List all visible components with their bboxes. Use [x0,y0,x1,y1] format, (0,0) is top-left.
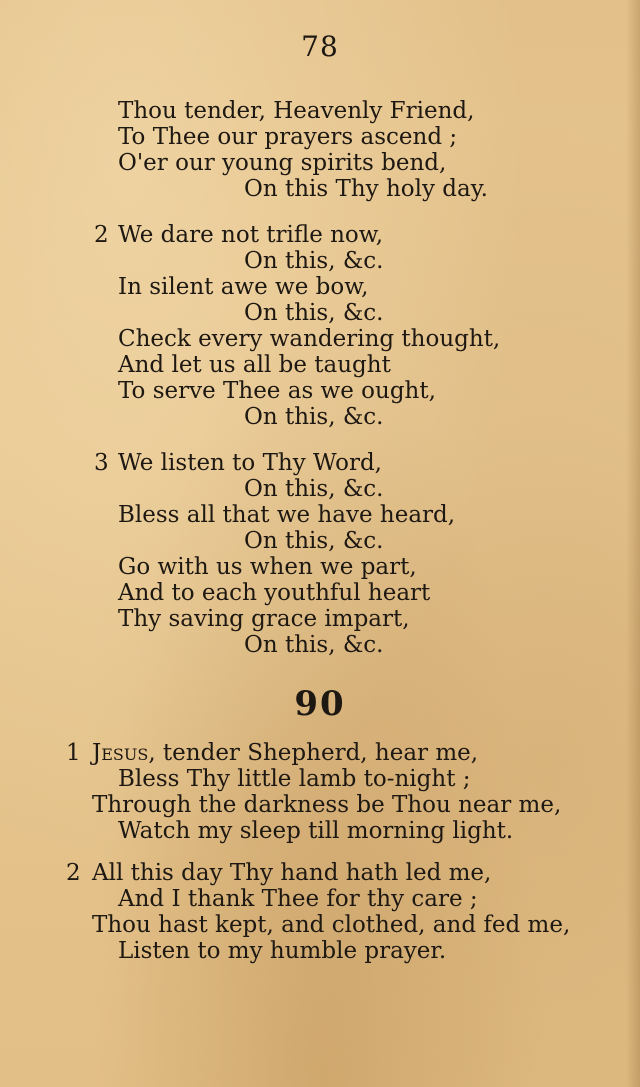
verse-line-rest: , tender Shepherd, hear me, [148,740,479,766]
stanza-number: 2 [94,222,109,248]
verse-line: All this day Thy hand hath led me, [92,860,492,886]
verse-line: We dare not trifle now, [118,222,384,248]
verse-line: Listen to my humble prayer. [118,938,447,964]
verse-line: Bless all that we have heard, [118,502,456,528]
verse-line: On this, &c. [244,248,384,274]
verse-line: Thy saving grace impart, [118,606,410,632]
verse-line: On this, &c. [244,476,384,502]
hymn-number: 90 [294,684,346,724]
verse-line: Through the darkness be Thou near me, [92,792,562,818]
verse-line: On this, &c. [244,404,384,430]
stanza-number: 2 [66,860,81,886]
verse-line: In silent awe we bow, [118,274,369,300]
verse-line: Watch my sleep till morning light. [118,818,514,844]
first-word: Jesus [92,740,149,766]
page-number: 78 [301,30,339,63]
stanza-number: 1 [66,740,81,766]
verse-line: On this Thy holy day. [244,176,488,202]
verse-line: Go with us when we part, [118,554,417,580]
page-edge-shade [626,0,640,1087]
verse-line: O'er our young spirits bend, [118,150,447,176]
verse-line-first [92,740,478,766]
verse-line: Thou tender, Heavenly Friend, [118,98,475,124]
verse-line: Thou hast kept, and clothed, and fed me, [92,912,571,938]
verse-line: And to each youthful heart [118,580,431,606]
verse-line: We listen to Thy Word, [118,450,382,476]
verse-line: And let us all be taught [118,352,391,378]
stanza-number: 3 [94,450,109,476]
verse-line: And I thank Thee for thy care ; [118,886,478,912]
verse-line: Check every wandering thought, [118,326,501,352]
verse-line: On this, &c. [244,632,384,658]
verse-line: On this, &c. [244,300,384,326]
verse-line: To Thee our prayers ascend ; [118,124,458,150]
verse-line: To serve Thee as we ought, [118,378,436,404]
verse-line: Bless Thy little lamb to-night ; [118,766,471,792]
verse-line: On this, &c. [244,528,384,554]
